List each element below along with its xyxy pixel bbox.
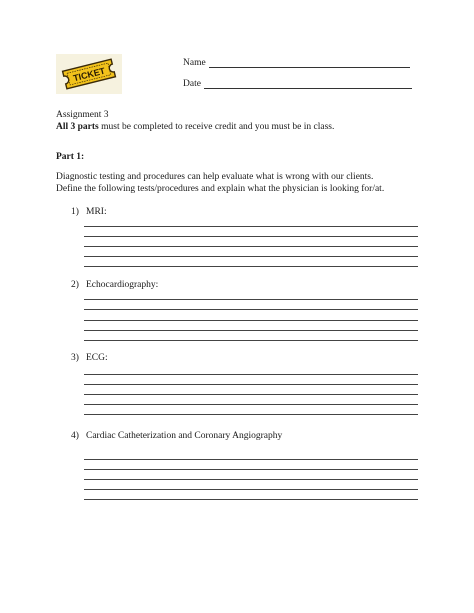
answer-line[interactable] — [84, 236, 418, 237]
answer-line[interactable] — [84, 489, 418, 490]
question-3-text: ECG: — [86, 353, 108, 363]
answer-line[interactable] — [84, 384, 418, 385]
question-1-label — [71, 207, 107, 217]
part-heading: Part 1: — [56, 152, 85, 162]
part-intro-line2: Define the following tests/procedures and explain what the physician is looking for/at. — [56, 184, 385, 194]
answer-line[interactable] — [84, 256, 418, 257]
answer-line[interactable] — [84, 266, 418, 267]
question-2-label — [71, 280, 158, 290]
answer-line[interactable] — [84, 459, 418, 460]
question-4-number: 4) — [71, 431, 79, 441]
ticket-logo-text: TICKET — [72, 65, 107, 84]
answer-line[interactable] — [84, 330, 418, 331]
answer-line[interactable] — [84, 394, 418, 395]
question-4-label — [71, 431, 282, 441]
assignment-emphasis: All 3 parts — [56, 122, 99, 132]
question-4-text: Cardiac Catheterization and Coronary Angiography — [86, 431, 283, 441]
assignment-instruction-rest: must be completed to receive credit and you must be in class. — [98, 122, 335, 132]
question-2-text: Echocardiography: — [86, 280, 159, 290]
date-field[interactable] — [204, 79, 412, 89]
part-intro-line1: Diagnostic testing and procedures can help evaluate what is wrong with our clients. — [56, 172, 374, 182]
date-row — [183, 79, 412, 89]
ticket-logo — [56, 54, 122, 94]
answer-line[interactable] — [84, 469, 418, 470]
question-2-number: 2) — [71, 280, 79, 290]
answer-line[interactable] — [84, 309, 418, 310]
answer-line[interactable] — [84, 320, 418, 321]
assignment-instruction — [56, 122, 334, 132]
name-row — [183, 58, 410, 68]
assignment-title: Assignment 3 — [56, 110, 109, 120]
answer-line[interactable] — [84, 479, 418, 480]
answer-line[interactable] — [84, 226, 418, 227]
answer-line[interactable] — [84, 374, 418, 375]
ticket-icon — [56, 54, 122, 94]
answer-line[interactable] — [84, 299, 418, 300]
date-label: Date — [183, 79, 201, 89]
answer-line[interactable] — [84, 499, 418, 500]
answer-line[interactable] — [84, 340, 418, 341]
answer-line[interactable] — [84, 404, 418, 405]
answer-line[interactable] — [84, 414, 418, 415]
answer-line[interactable] — [84, 246, 418, 247]
question-3-number: 3) — [71, 353, 79, 363]
name-field[interactable] — [209, 58, 410, 68]
question-3-label — [71, 353, 108, 363]
question-1-number: 1) — [71, 207, 79, 217]
name-label: Name — [183, 58, 206, 68]
question-1-text: MRI: — [86, 207, 107, 217]
